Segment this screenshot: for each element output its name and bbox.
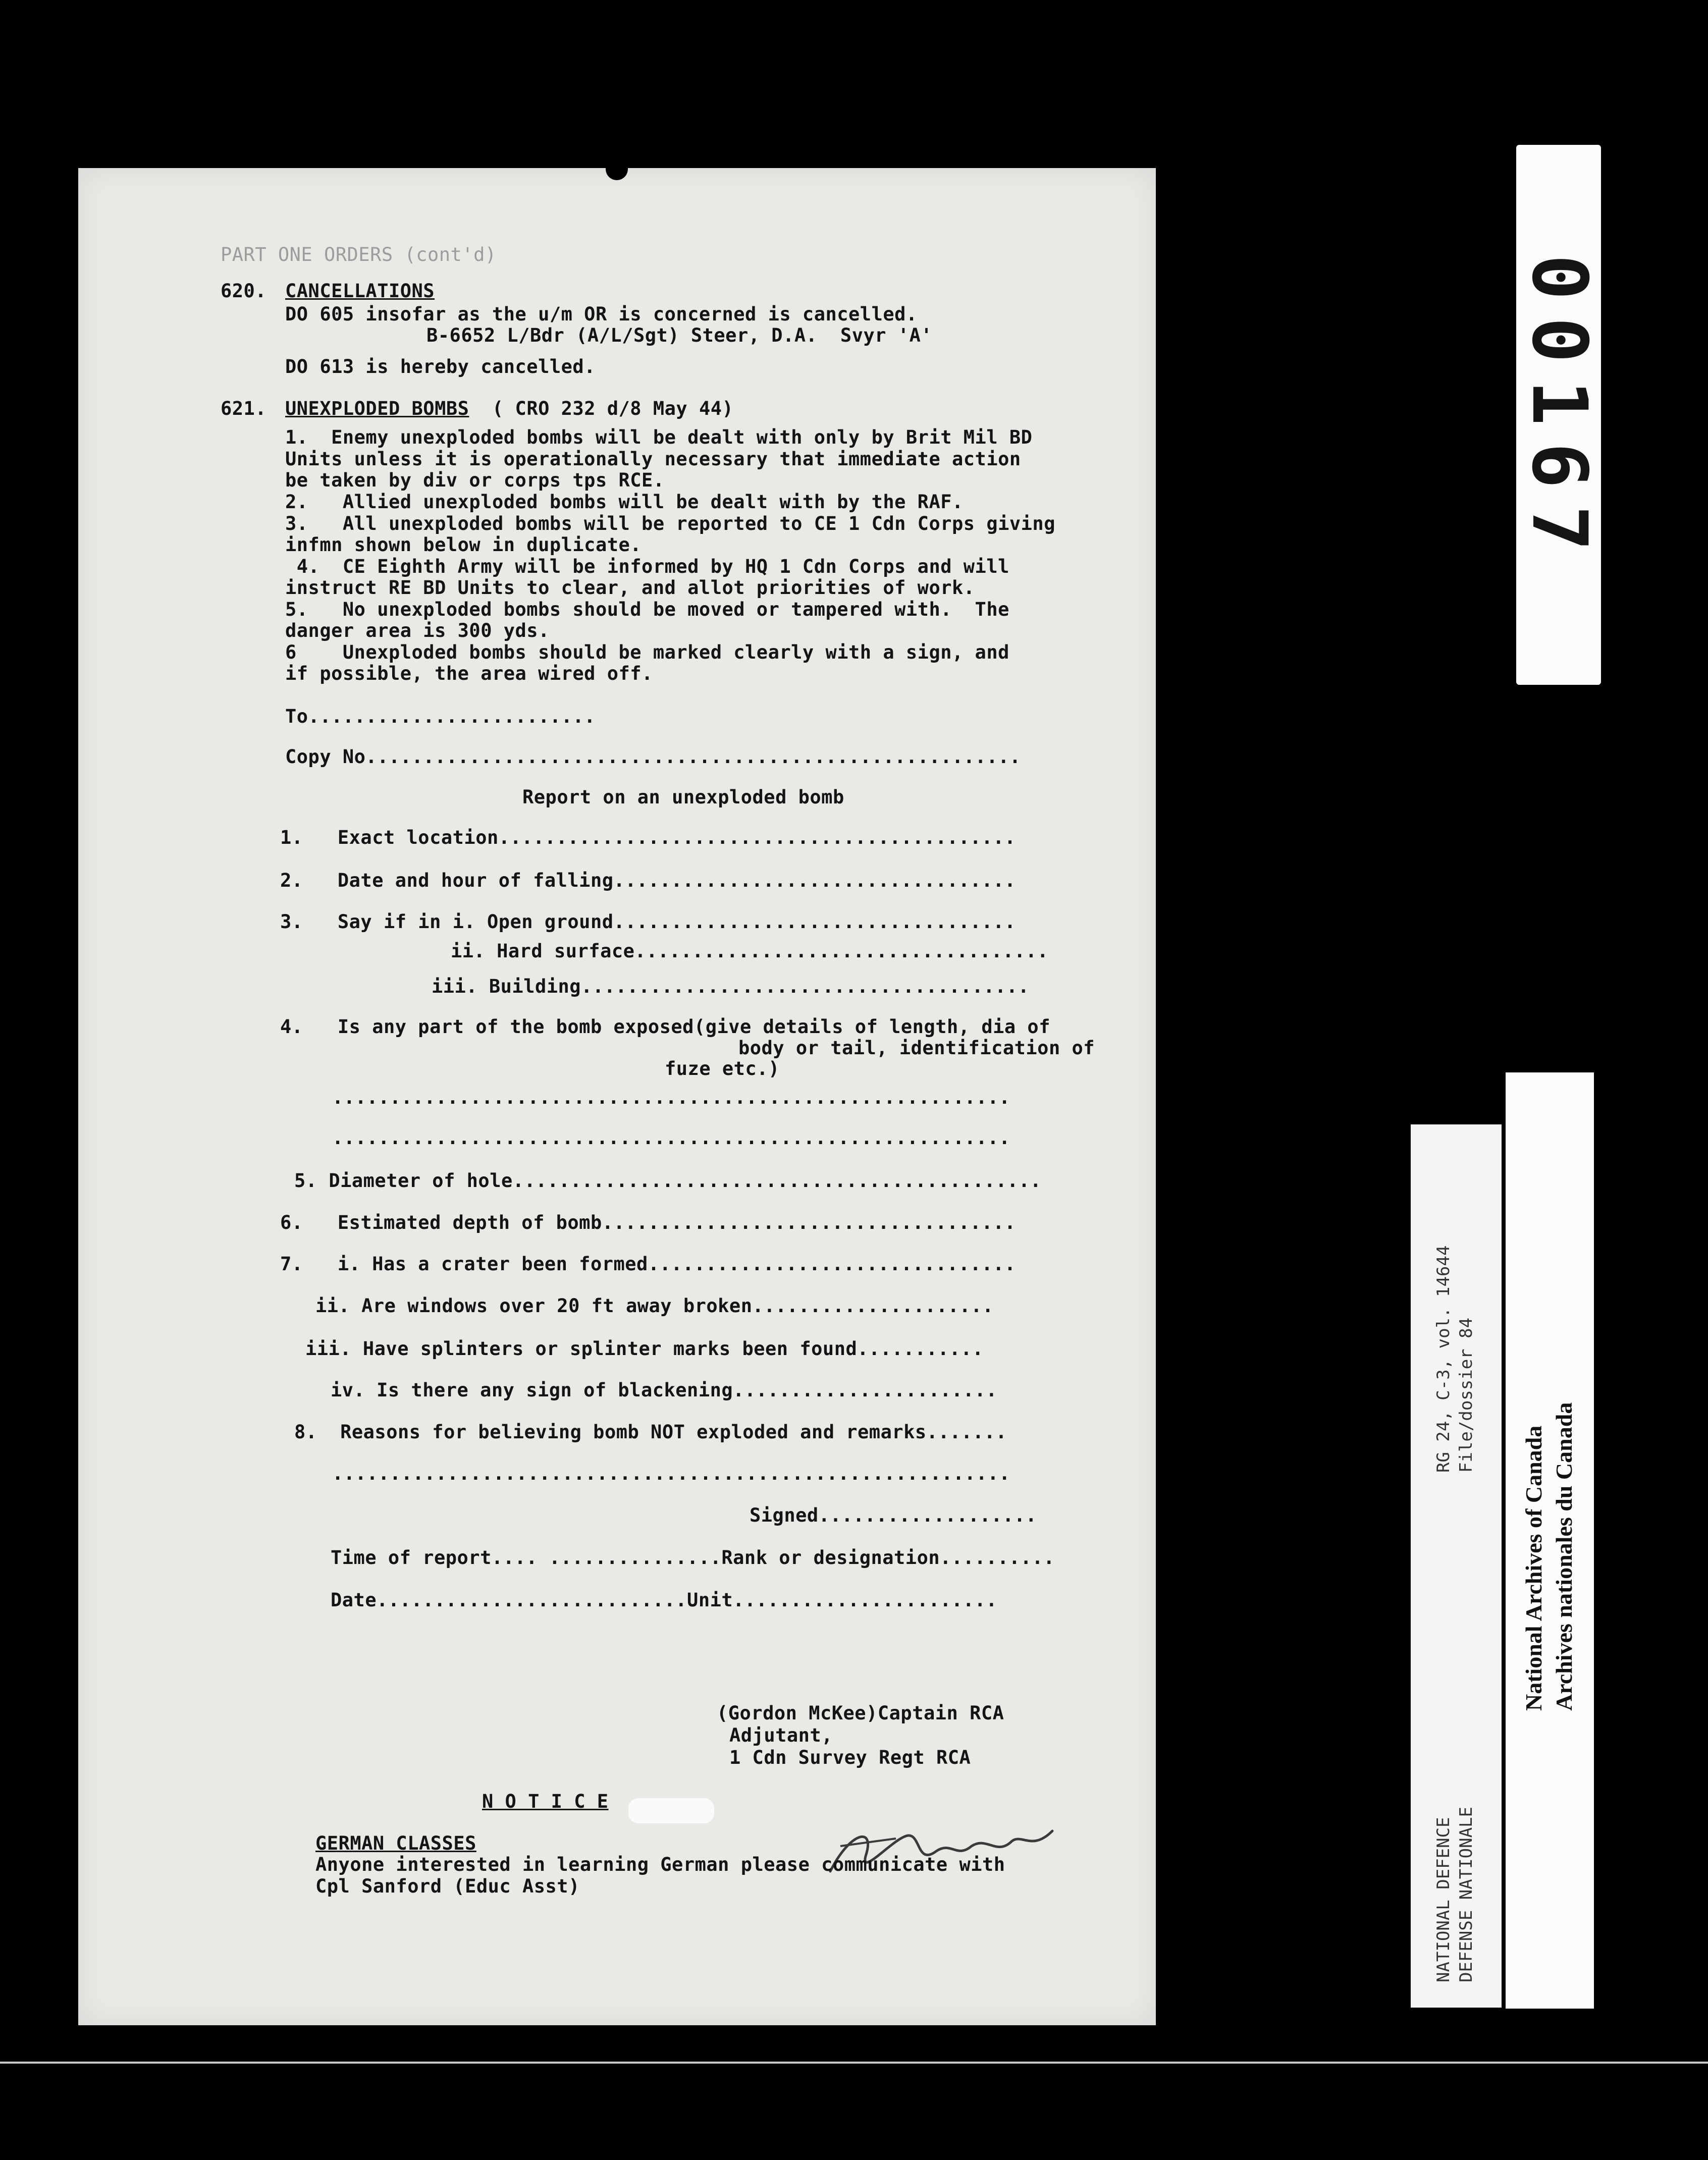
archives-name-en: National Archives of Canada <box>1521 1425 1546 1711</box>
cancellation-line: DO 605 insofar as the u/m OR is concerned is cancelled. <box>285 303 918 325</box>
form-to-field: To......................... <box>285 706 596 727</box>
notice-subheading: GERMAN CLASSES <box>315 1832 476 1854</box>
para-line: instruct RE BD Units to clear, and allot priorities of work. <box>285 577 975 599</box>
film-edge-line <box>0 2062 1708 2064</box>
frame-number: 00167 <box>1515 254 1603 568</box>
paper-flaw <box>628 1798 714 1823</box>
para-line: infmn shown below in duplicate. <box>285 534 642 556</box>
form-question: 4. Is any part of the bomb exposed(give details of length, dia of <box>280 1016 1050 1038</box>
department-line: DEFENSE NATIONALE <box>1456 1807 1476 1982</box>
form-question: iii. Building....................................... <box>432 976 1030 997</box>
form-question: 5. Diameter of hole.............................................. <box>294 1170 1042 1192</box>
unexploded-bombs-ref: ( CRO 232 d/8 May 44) <box>492 398 734 419</box>
department-line: NATIONAL DEFENCE <box>1433 1817 1454 1982</box>
signatory-title: Adjutant, <box>729 1724 833 1746</box>
archive-ref-line: File/dossier 84 <box>1456 1317 1476 1473</box>
page-header: PART ONE ORDERS (cont'd) <box>221 244 497 265</box>
para-line: 6 Unexploded bombs should be marked clearly with a sign, and <box>285 641 1009 663</box>
form-question: fuze etc.) <box>665 1058 780 1079</box>
archive-ref-line: RG 24, C-3, vol. 14644 <box>1433 1245 1454 1473</box>
form-question: 1. Exact location............................................. <box>280 827 1016 848</box>
notice-line: Anyone interested in learning German please communicate with <box>315 1854 1005 1875</box>
form-question: 8. Reasons for believing bomb NOT exploded and remarks....... <box>294 1421 1007 1443</box>
para-line: 4. CE Eighth Army will be informed by HQ 1 Cdn Corps and will <box>285 556 1009 577</box>
form-question: 3. Say if in i. Open ground................................... <box>280 911 1016 933</box>
national-archives-label <box>1506 1072 1594 2009</box>
para-line: be taken by div or corps tps RCE. <box>285 469 665 491</box>
notice-line: Cpl Sanford (Educ Asst) <box>315 1875 580 1897</box>
section-number-620: 620. <box>221 280 267 302</box>
para-line: if possible, the area wired off. <box>285 663 653 684</box>
para-line: 2. Allied unexploded bombs will be dealt with by the RAF. <box>285 491 964 513</box>
form-question: iii. Have splinters or splinter marks been found........... <box>305 1338 984 1360</box>
form-question: 2. Date and hour of falling................................... <box>280 870 1016 891</box>
para-line: Units unless it is operationally necessary that immediate action <box>285 448 1021 470</box>
notice-heading: N O T I C E <box>482 1791 609 1812</box>
form-signed-field: Signed................... <box>750 1504 1037 1526</box>
document-page <box>78 168 1156 2025</box>
para-line: danger area is 300 yds. <box>285 620 550 641</box>
signatory-unit: 1 Cdn Survey Regt RCA <box>729 1747 971 1768</box>
archive-reference-label <box>1411 1124 1502 2008</box>
form-title: Report on an unexploded bomb <box>522 786 844 808</box>
form-dots: ........................................................... <box>332 1463 1010 1484</box>
handwritten-signature <box>820 1811 1083 1892</box>
form-dots: ........................................................... <box>332 1087 1010 1108</box>
form-dots: ........................................................... <box>332 1127 1010 1149</box>
cancellation-line: B-6652 L/Bdr (A/L/Sgt) Steer, D.A. Svyr 'A' <box>426 325 933 346</box>
form-question: 7. i. Has a crater been formed................................ <box>280 1253 1016 1275</box>
form-question: 6. Estimated depth of bomb.................................... <box>280 1212 1016 1233</box>
form-time-rank-field: Time of report.... ...............Rank or designation.......... <box>331 1547 1055 1569</box>
form-question: body or tail, identification of <box>738 1037 1095 1059</box>
para-line: 5. No unexploded bombs should be moved or tampered with. The <box>285 599 1009 620</box>
form-question: iv. Is there any sign of blackening....................... <box>331 1379 998 1401</box>
signatory-name: (Gordon McKee)Captain RCA <box>717 1702 1004 1724</box>
cancellation-line: DO 613 is hereby cancelled. <box>285 356 596 377</box>
para-line: 3. All unexploded bombs will be reported to CE 1 Cdn Corps giving <box>285 513 1055 534</box>
para-line: 1. Enemy unexploded bombs will be dealt with only by Brit Mil BD <box>285 426 1033 448</box>
form-question: ii. Are windows over 20 ft away broken..................... <box>315 1295 994 1317</box>
archives-name-fr: Archives nationales du Canada <box>1551 1402 1577 1711</box>
film-frame-strip <box>1516 145 1601 685</box>
form-question: ii. Hard surface.................................... <box>451 940 1049 962</box>
cancellations-heading: CANCELLATIONS <box>285 280 435 302</box>
form-date-unit-field: Date...........................Unit....................... <box>331 1589 998 1611</box>
unexploded-bombs-heading: UNEXPLODED BOMBS <box>285 398 469 419</box>
form-copy-no-field: Copy No......................................................... <box>285 746 1021 768</box>
section-number-621: 621. <box>221 398 267 419</box>
